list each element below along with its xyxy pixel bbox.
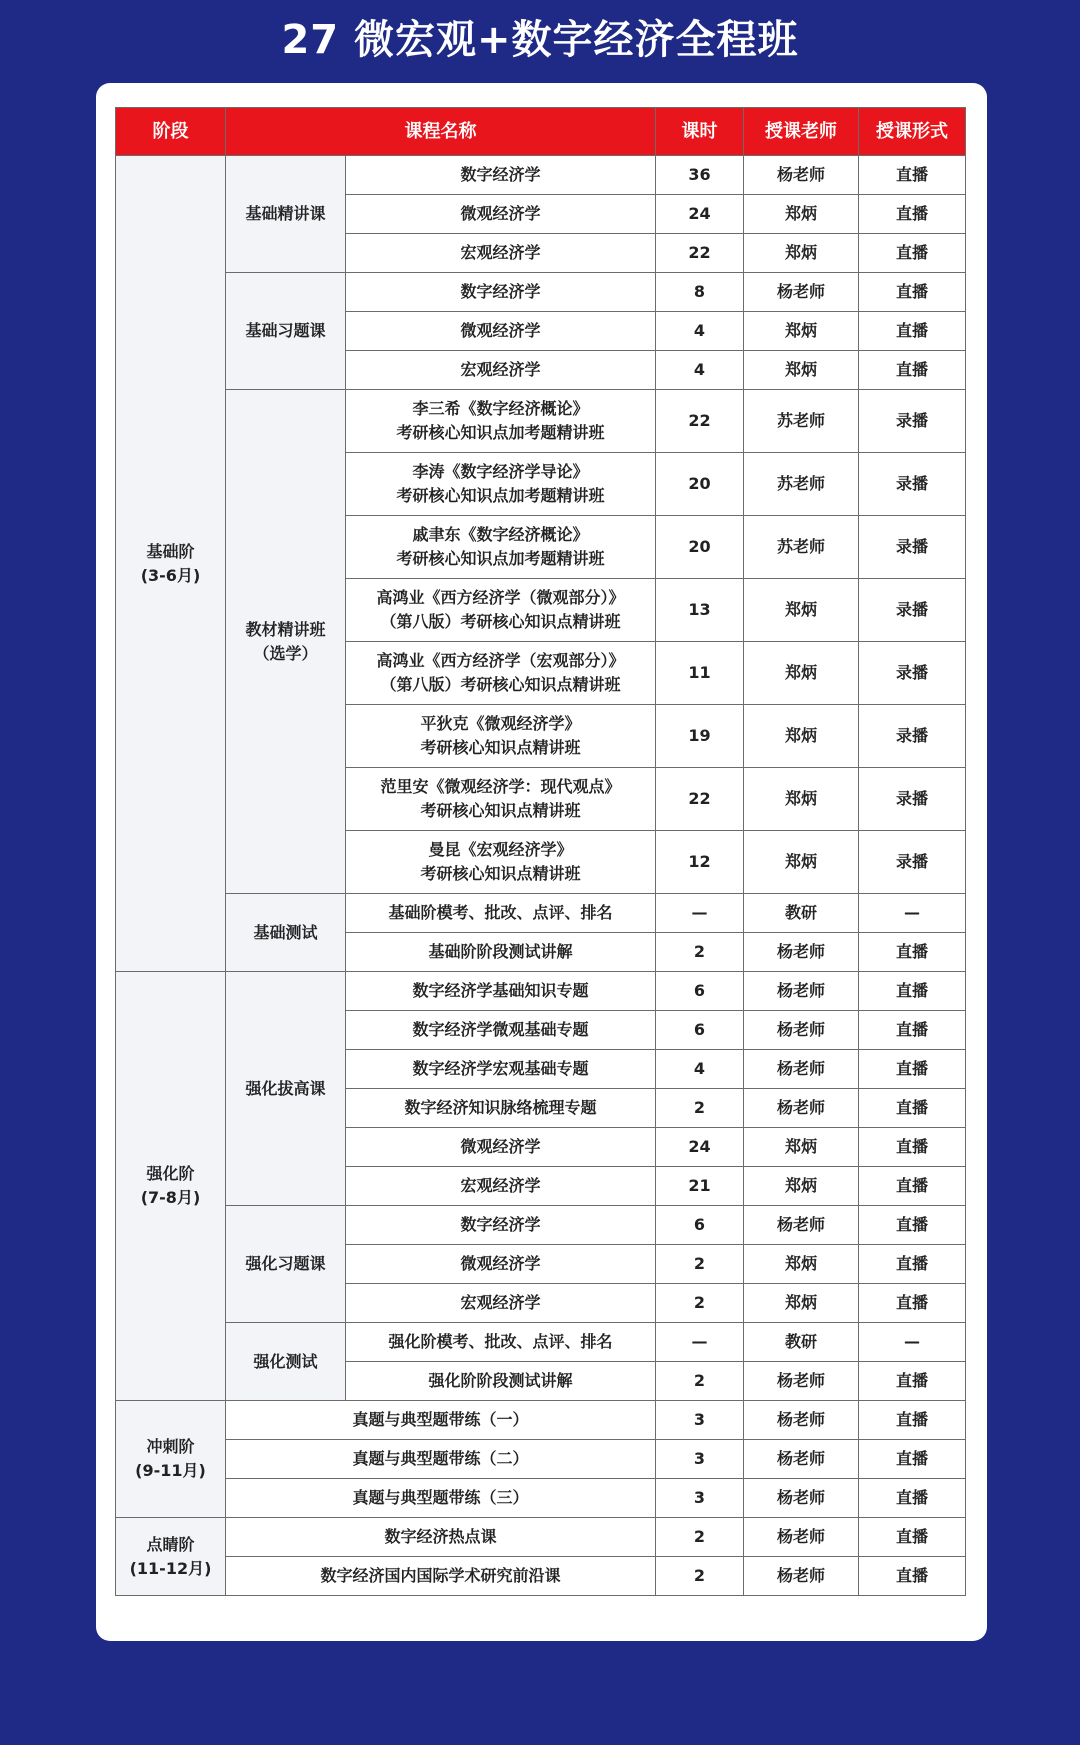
teacher-cell: 郑炳 xyxy=(744,1167,859,1206)
course-name: 高鸿业《西方经济学（微观部分）》 （第八版）考研核心知识点精讲班 xyxy=(376,588,625,631)
stage-cell-label: 冲刺阶 (9-11月) xyxy=(135,1437,206,1480)
stage-cell-label: 点睛阶 (11-12月) xyxy=(129,1534,212,1578)
teacher-cell: 杨老师 xyxy=(744,933,859,972)
format-cell: 直播 xyxy=(859,1167,966,1206)
hours-cell: 24 xyxy=(656,1128,744,1167)
table-row xyxy=(116,1401,966,1440)
format-cell: 直播 xyxy=(859,234,966,273)
course-name-cell xyxy=(346,579,656,642)
format-cell: 直播 xyxy=(859,1050,966,1089)
stage-cell xyxy=(116,156,226,972)
course-name: 数字经济学 xyxy=(460,165,541,184)
stage-cell xyxy=(116,1518,226,1596)
hours-cell: 3 xyxy=(656,1440,744,1479)
course-name-cell xyxy=(346,156,656,195)
format-cell: 直播 xyxy=(859,273,966,312)
course-name: 真题与典型题带练（一） xyxy=(352,1410,529,1429)
format-cell: 录播 xyxy=(859,390,966,453)
format-cell: 直播 xyxy=(859,1011,966,1050)
hours-cell: 36 xyxy=(656,156,744,195)
group-cell-label: 强化测试 xyxy=(253,1351,318,1371)
table-body xyxy=(116,156,966,1596)
stage-cell xyxy=(116,1401,226,1518)
course-name: 戚聿东《数字经济概论》 考研核心知识点加考题精讲班 xyxy=(396,525,605,568)
header-hours: 课时 xyxy=(656,108,744,156)
teacher-cell: 郑炳 xyxy=(744,579,859,642)
format-cell: 直播 xyxy=(859,1128,966,1167)
teacher-cell: 郑炳 xyxy=(744,1245,859,1284)
format-cell: 直播 xyxy=(859,1362,966,1401)
course-name: 曼昆《宏观经济学》 考研核心知识点精讲班 xyxy=(420,840,581,883)
hours-cell: 3 xyxy=(656,1401,744,1440)
teacher-cell: 杨老师 xyxy=(744,273,859,312)
teacher-cell: 杨老师 xyxy=(744,1401,859,1440)
format-cell: 直播 xyxy=(859,972,966,1011)
hours-cell: 4 xyxy=(656,351,744,390)
format-cell: 直播 xyxy=(859,156,966,195)
format-cell: 录播 xyxy=(859,831,966,894)
format-cell: 直播 xyxy=(859,1245,966,1284)
teacher-cell: 教研 xyxy=(744,894,859,933)
group-cell xyxy=(226,390,346,894)
hours-cell: 20 xyxy=(656,453,744,516)
teacher-cell: 苏老师 xyxy=(744,390,859,453)
course-name-cell xyxy=(346,972,656,1011)
course-name-cell xyxy=(346,1206,656,1245)
teacher-cell: 郑炳 xyxy=(744,768,859,831)
format-cell: — xyxy=(859,894,966,933)
course-name: 数字经济学 xyxy=(460,282,541,301)
table-header-row xyxy=(116,108,966,156)
course-name: 真题与典型题带练（二） xyxy=(352,1449,529,1468)
hours-cell: 24 xyxy=(656,195,744,234)
course-name: 基础阶模考、批改、点评、排名 xyxy=(388,903,613,922)
teacher-cell: 教研 xyxy=(744,1323,859,1362)
group-cell xyxy=(226,1323,346,1401)
format-cell: 直播 xyxy=(859,1440,966,1479)
course-name: 数字经济热点课 xyxy=(384,1527,497,1546)
teacher-cell: 郑炳 xyxy=(744,234,859,273)
table-row xyxy=(116,1518,966,1557)
teacher-cell: 郑炳 xyxy=(744,705,859,768)
header-stage: 阶段 xyxy=(116,108,226,156)
course-name-cell xyxy=(346,273,656,312)
group-cell xyxy=(226,156,346,273)
table-row xyxy=(116,273,966,312)
hours-cell: 4 xyxy=(656,312,744,351)
group-cell-label: 基础测试 xyxy=(253,922,318,942)
format-cell: 直播 xyxy=(859,351,966,390)
course-name-cell xyxy=(346,894,656,933)
stage-cell-label: 基础阶 (3-6月) xyxy=(140,541,201,585)
course-name-cell xyxy=(346,1050,656,1089)
group-cell xyxy=(226,972,346,1206)
teacher-cell: 杨老师 xyxy=(744,1557,859,1596)
course-name-cell xyxy=(226,1440,656,1479)
format-cell: 直播 xyxy=(859,1401,966,1440)
course-name-cell xyxy=(346,516,656,579)
course-name: 强化阶阶段测试讲解 xyxy=(428,1371,573,1390)
format-cell: 录播 xyxy=(859,579,966,642)
course-name: 李涛《数字经济学导论》 考研核心知识点加考题精讲班 xyxy=(396,462,605,505)
hours-cell: 13 xyxy=(656,579,744,642)
table-row xyxy=(116,1440,966,1479)
course-name: 基础阶阶段测试讲解 xyxy=(428,942,573,961)
hours-cell: — xyxy=(656,894,744,933)
format-cell: 直播 xyxy=(859,1557,966,1596)
teacher-cell: 杨老师 xyxy=(744,1518,859,1557)
header-teacher: 授课老师 xyxy=(744,108,859,156)
group-cell xyxy=(226,273,346,390)
format-cell: 录播 xyxy=(859,768,966,831)
course-name: 数字经济知识脉络梳理专题 xyxy=(404,1098,597,1117)
course-name: 微观经济学 xyxy=(460,204,541,223)
course-name: 平狄克《微观经济学》 考研核心知识点精讲班 xyxy=(420,714,581,757)
hours-cell: 2 xyxy=(656,1089,744,1128)
teacher-cell: 杨老师 xyxy=(744,1089,859,1128)
course-name: 宏观经济学 xyxy=(460,1176,541,1195)
course-name: 范里安《微观经济学：现代观点》 考研核心知识点精讲班 xyxy=(380,777,621,820)
format-cell: 直播 xyxy=(859,1479,966,1518)
teacher-cell: 郑炳 xyxy=(744,642,859,705)
course-name-cell xyxy=(346,1284,656,1323)
hours-cell: 22 xyxy=(656,768,744,831)
teacher-cell: 郑炳 xyxy=(744,351,859,390)
hours-cell: 2 xyxy=(656,1362,744,1401)
teacher-cell: 郑炳 xyxy=(744,831,859,894)
course-name-cell xyxy=(346,312,656,351)
course-name-cell xyxy=(346,453,656,516)
course-name-cell xyxy=(226,1401,656,1440)
course-name-cell xyxy=(346,390,656,453)
course-name: 宏观经济学 xyxy=(460,243,541,262)
teacher-cell: 杨老师 xyxy=(744,1362,859,1401)
hours-cell: 22 xyxy=(656,390,744,453)
format-cell: 录播 xyxy=(859,705,966,768)
table-row xyxy=(116,1206,966,1245)
table-row xyxy=(116,1323,966,1362)
format-cell: 直播 xyxy=(859,195,966,234)
teacher-cell: 杨老师 xyxy=(744,1050,859,1089)
format-cell: 直播 xyxy=(859,1206,966,1245)
format-cell: — xyxy=(859,1323,966,1362)
format-cell: 录播 xyxy=(859,453,966,516)
course-name-cell xyxy=(346,768,656,831)
teacher-cell: 郑炳 xyxy=(744,195,859,234)
hours-cell: 21 xyxy=(656,1167,744,1206)
hours-cell: 2 xyxy=(656,1518,744,1557)
page-title: 27 微宏观+数字经济全程班 xyxy=(281,17,799,63)
header-course: 课程名称 xyxy=(226,108,656,156)
hours-cell: 2 xyxy=(656,1284,744,1323)
course-name-cell xyxy=(346,195,656,234)
hours-cell: 22 xyxy=(656,234,744,273)
teacher-cell: 杨老师 xyxy=(744,1206,859,1245)
course-name-cell xyxy=(346,1011,656,1050)
course-name: 真题与典型题带练（三） xyxy=(352,1488,529,1507)
course-name-cell xyxy=(346,933,656,972)
format-cell: 录播 xyxy=(859,516,966,579)
table-row xyxy=(116,1557,966,1596)
teacher-cell: 杨老师 xyxy=(744,972,859,1011)
group-cell-label: 强化拔高课 xyxy=(245,1078,326,1098)
course-name: 数字经济学 xyxy=(460,1215,541,1234)
group-cell xyxy=(226,1206,346,1323)
table-row xyxy=(116,390,966,453)
course-name-cell xyxy=(346,1128,656,1167)
hours-cell: 2 xyxy=(656,1557,744,1596)
course-name: 数字经济学微观基础专题 xyxy=(412,1020,589,1039)
course-name-cell xyxy=(346,705,656,768)
course-name: 微观经济学 xyxy=(460,1137,541,1156)
hours-cell: 4 xyxy=(656,1050,744,1089)
course-name: 数字经济学基础知识专题 xyxy=(412,981,589,1000)
header-format: 授课形式 xyxy=(859,108,966,156)
format-cell: 直播 xyxy=(859,1284,966,1323)
course-name-cell xyxy=(346,1167,656,1206)
group-cell-label: 强化习题课 xyxy=(245,1254,326,1273)
teacher-cell: 郑炳 xyxy=(744,1284,859,1323)
hours-cell: 20 xyxy=(656,516,744,579)
course-name: 数字经济学宏观基础专题 xyxy=(412,1059,589,1078)
table-row xyxy=(116,894,966,933)
teacher-cell: 郑炳 xyxy=(744,312,859,351)
course-name-cell xyxy=(346,831,656,894)
course-name: 强化阶模考、批改、点评、排名 xyxy=(388,1332,613,1351)
course-name: 微观经济学 xyxy=(460,321,541,340)
hours-cell: 6 xyxy=(656,1011,744,1050)
hours-cell: 19 xyxy=(656,705,744,768)
teacher-cell: 郑炳 xyxy=(744,1128,859,1167)
hours-cell: 3 xyxy=(656,1479,744,1518)
group-cell-label: 教材精讲班 （选学） xyxy=(245,619,326,663)
course-name-cell xyxy=(346,234,656,273)
hours-cell: 2 xyxy=(656,1245,744,1284)
hours-cell: 12 xyxy=(656,831,744,894)
format-cell: 直播 xyxy=(859,1518,966,1557)
teacher-cell: 杨老师 xyxy=(744,156,859,195)
teacher-cell: 苏老师 xyxy=(744,516,859,579)
course-name: 微观经济学 xyxy=(460,1254,541,1273)
course-name-cell xyxy=(226,1557,656,1596)
course-name: 宏观经济学 xyxy=(460,1293,541,1312)
group-cell-label: 基础习题课 xyxy=(245,321,326,340)
group-cell-label: 基础精讲课 xyxy=(245,204,326,223)
course-name-cell xyxy=(226,1479,656,1518)
hours-cell: 8 xyxy=(656,273,744,312)
stage-cell xyxy=(116,972,226,1401)
course-name: 高鸿业《西方经济学（宏观部分）》 （第八版）考研核心知识点精讲班 xyxy=(376,651,625,694)
table-row xyxy=(116,156,966,195)
table-row xyxy=(116,1479,966,1518)
course-name-cell xyxy=(346,1362,656,1401)
course-name-cell xyxy=(226,1518,656,1557)
hours-cell: 6 xyxy=(656,972,744,1011)
teacher-cell: 杨老师 xyxy=(744,1011,859,1050)
course-name: 宏观经济学 xyxy=(460,360,541,379)
course-name-cell xyxy=(346,1323,656,1362)
course-name-cell xyxy=(346,351,656,390)
course-name-cell xyxy=(346,1245,656,1284)
hours-cell: 2 xyxy=(656,933,744,972)
teacher-cell: 杨老师 xyxy=(744,1440,859,1479)
teacher-cell: 杨老师 xyxy=(744,1479,859,1518)
group-cell xyxy=(226,894,346,972)
course-name: 数字经济国内国际学术研究前沿课 xyxy=(320,1566,561,1585)
stage-cell-label: 强化阶 (7-8月) xyxy=(140,1164,201,1207)
course-name-cell xyxy=(346,1089,656,1128)
format-cell: 直播 xyxy=(859,312,966,351)
format-cell: 直播 xyxy=(859,933,966,972)
course-name-cell xyxy=(346,642,656,705)
hours-cell: 11 xyxy=(656,642,744,705)
teacher-cell: 苏老师 xyxy=(744,453,859,516)
course-schedule-table xyxy=(115,107,966,1596)
format-cell: 录播 xyxy=(859,642,966,705)
course-name: 李三希《数字经济概论》 考研核心知识点加考题精讲班 xyxy=(396,399,605,442)
hours-cell: — xyxy=(656,1323,744,1362)
table-row xyxy=(116,972,966,1011)
hours-cell: 6 xyxy=(656,1206,744,1245)
format-cell: 直播 xyxy=(859,1089,966,1128)
